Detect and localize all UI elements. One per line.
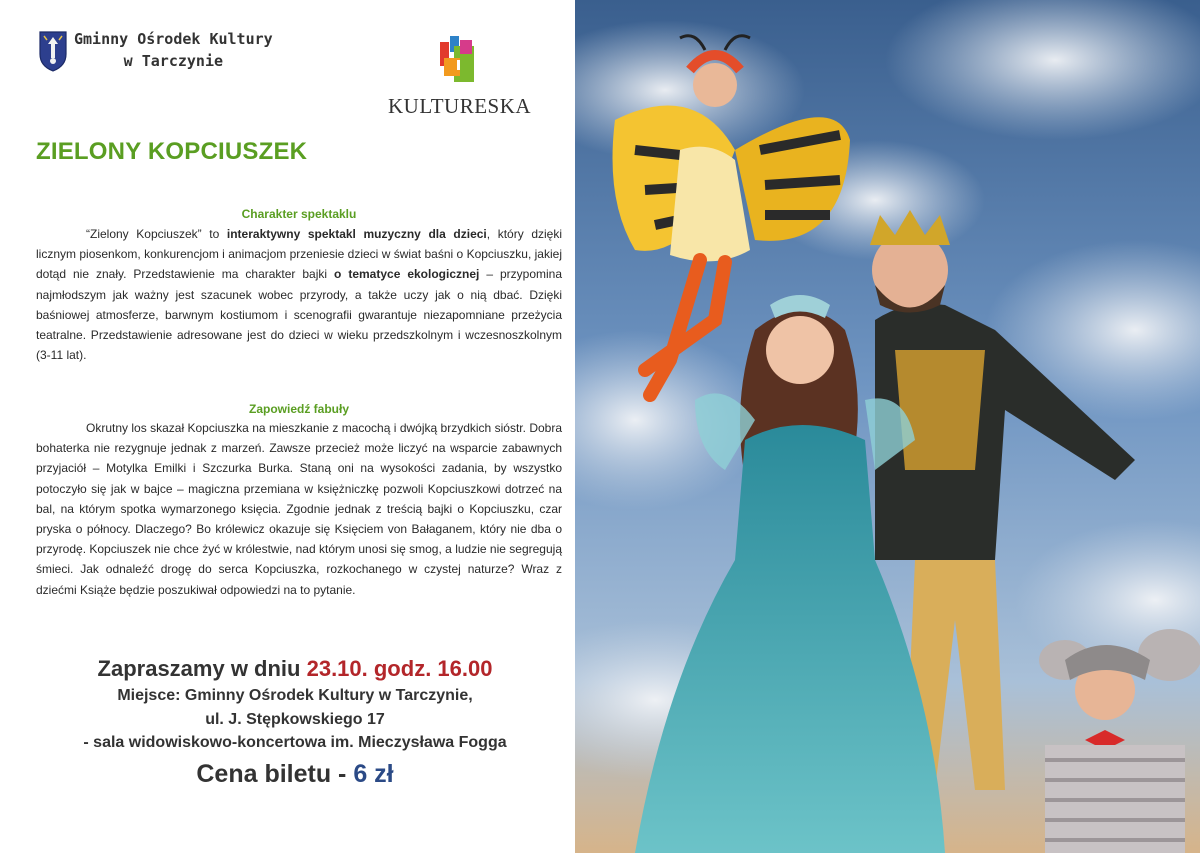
gok-logo [38,28,273,72]
section-heading-character: Charakter spektaklu [241,207,357,221]
invitation-date: Zapraszamy w dniu 23.10. godz. 16.00 [97,656,493,681]
org-name-line2: w Tarczynie [123,52,224,70]
coat-of-arms-icon [38,28,68,72]
paragraph-character: “Zielony Kopciuszek” to interaktywny spektakl muzyczny dla dzieci, który dzięki licznym piosenkom, konkurencjom i animacjom przeniesie dzieci w świat baśni o Kopciuszku, jakiej dotąd nie znały. Przedstawienie ma charakter bajki o tematyce ekologicznej – przypomina najmłodszym jak ważny jest szacunek wobec przyrody, a także uczy jak o nią dbać. Dzięki baśniowej atmosferze, barwnym kostiumom i scenografii gwarantuje niezapomniane przeżycia teatralne. Przedstawienie adresowane jest do dzieci w wieku przedszkolnym i wczesnoszkolnym (3-11 lat). [36,227,563,363]
event-date-time: 23.10. godz. 16.00 [306,656,493,681]
page-title: ZIELONY KOPCIUSZEK [36,138,308,165]
paragraph-plot: Okrutny los skazał Kopciuszka na mieszkanie z macochą i dwójką brzydkich sióstr. Dobra bohaterka nie rezygnuje jednak z marzeń. Zawsze przecież może liczyć na wsparcie zabawnych przyjaciół – Motylka Emilki i Szczurka Burka. Staną oni na wysokości zadania, by wszystko potoczyło się jak w bajce – magiczna przemiana w księżniczkę pozwoli Kopciuszkowi dotrzeć na bal, na którym spotka wymarzonego księcia. Zgodnie jednak z treścią bajki o Kopciuszku, czar pryska o północy. Dlaczego? Bo królewicz okazuje się Księciem von Bałaganem, który nie dba o przyrodę. Kopciuszek nie chce żyć w królestwie, nad którym unosi się smog, a ludzie nie segregują śmieci. Jak odnaleźć drogę do serca Kopciuszka, rozkochanego w czystej naturze? Wraz z dziećmi Książe będzie poszukiwał odpowiedzi na to pytanie. [36,421,562,597]
ticket-price: Cena biletu - 6 zł [196,760,394,788]
text-column [0,0,575,853]
place-line-2: ul. J. Stępkowskiego 17 [205,711,385,728]
org-name-line1: Gminny Ośrodek Kultury [74,30,273,48]
place-line-3: - sala widowiskowo-koncertowa im. Mieczysława Fogga [83,734,507,751]
poster-photo [575,0,1200,853]
kultureska-wordmark: KULTURESKA [388,94,532,118]
price-value: 6 zł [353,760,394,788]
poster-illustration [575,0,1200,853]
place-line-1: Miejsce: Gminny Ośrodek Kultury w Tarczynie, [117,687,473,704]
kultureska-logo-icon [440,36,480,84]
section-heading-plot: Zapowiedź fabuły [248,402,349,416]
